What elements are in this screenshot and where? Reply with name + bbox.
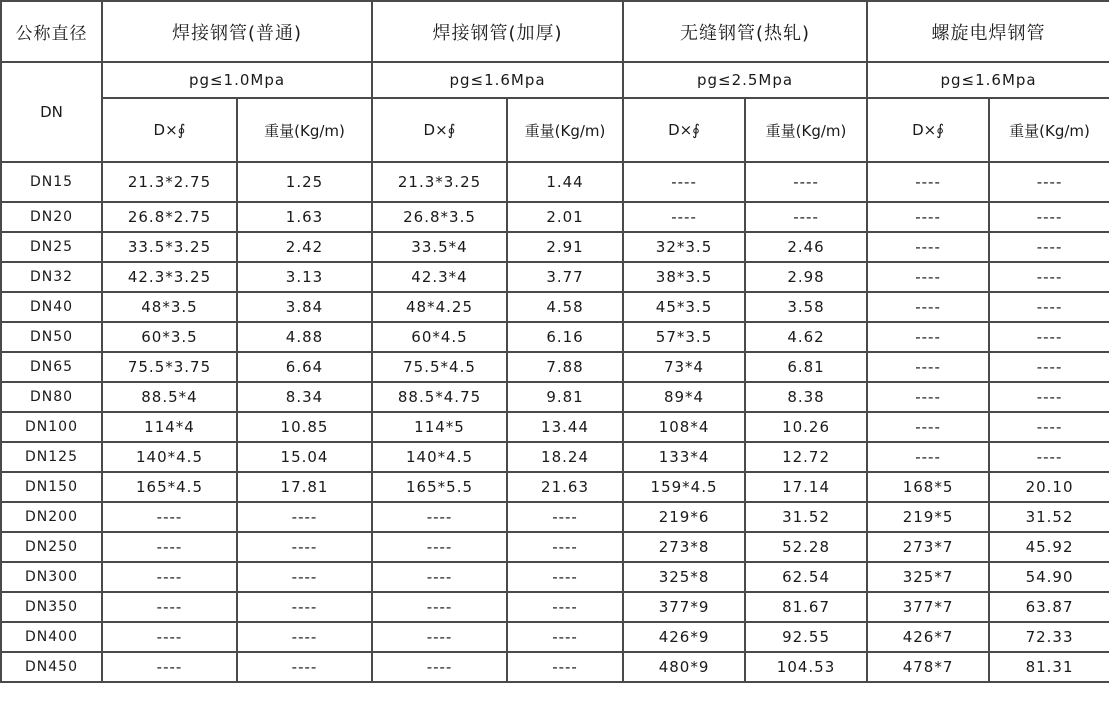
weight-cell: 31.52 — [989, 502, 1109, 532]
dimension-cell: 426*7 — [867, 622, 989, 652]
dimension-cell: 273*8 — [623, 532, 745, 562]
dimension-cell: 426*9 — [623, 622, 745, 652]
weight-cell: 6.81 — [745, 352, 867, 382]
dimension-cell: ---- — [867, 382, 989, 412]
pressure-welded-thick: pg≤1.6Mpa — [372, 62, 623, 98]
table-row — [1, 382, 1109, 412]
weight-cell: 104.53 — [745, 652, 867, 682]
group-title-welded-standard: 焊接钢管(普通) — [102, 1, 372, 62]
dimension-cell: 88.5*4 — [102, 382, 237, 412]
dimension-cell: ---- — [867, 412, 989, 442]
weight-cell: ---- — [507, 592, 623, 622]
dimension-cell: 325*8 — [623, 562, 745, 592]
table-row — [1, 292, 1109, 322]
dimension-cell: ---- — [372, 502, 507, 532]
weight-cell: 81.31 — [989, 652, 1109, 682]
dimension-cell: ---- — [867, 232, 989, 262]
weight-cell: 72.33 — [989, 622, 1109, 652]
dimension-cell: ---- — [623, 202, 745, 232]
dimension-cell: 133*4 — [623, 442, 745, 472]
dimension-cell: 42.3*3.25 — [102, 262, 237, 292]
dimension-cell: ---- — [867, 202, 989, 232]
weight-cell: 20.10 — [989, 472, 1109, 502]
dimension-cell: 32*3.5 — [623, 232, 745, 262]
weight-cell: 18.24 — [507, 442, 623, 472]
dimension-cell: 219*5 — [867, 502, 989, 532]
weight-cell: 3.77 — [507, 262, 623, 292]
dn-header: DN — [1, 62, 102, 162]
weight-cell: 13.44 — [507, 412, 623, 442]
dimension-cell: ---- — [372, 652, 507, 682]
weight-cell: ---- — [989, 322, 1109, 352]
dimension-cell: 45*3.5 — [623, 292, 745, 322]
dimension-cell: 377*7 — [867, 592, 989, 622]
col-weight-header: 重量(Kg/m) — [989, 98, 1109, 162]
dimension-cell: 60*3.5 — [102, 322, 237, 352]
weight-cell: ---- — [989, 352, 1109, 382]
dimension-cell: 21.3*2.75 — [102, 162, 237, 202]
dimension-cell: 140*4.5 — [102, 442, 237, 472]
table-row — [1, 232, 1109, 262]
dimension-cell: 165*4.5 — [102, 472, 237, 502]
dimension-cell: ---- — [102, 562, 237, 592]
weight-cell: 7.88 — [507, 352, 623, 382]
dimension-cell: ---- — [867, 262, 989, 292]
dimension-cell: 33.5*3.25 — [102, 232, 237, 262]
table-row — [1, 622, 1109, 652]
weight-cell: ---- — [507, 622, 623, 652]
weight-cell: 12.72 — [745, 442, 867, 472]
dimension-cell: 42.3*4 — [372, 262, 507, 292]
weight-cell: 21.63 — [507, 472, 623, 502]
dn-cell: DN20 — [1, 202, 102, 232]
subheader-row — [1, 98, 1109, 162]
nominal-diameter-header: 公称直径 — [1, 1, 102, 62]
col-weight-header: 重量(Kg/m) — [237, 98, 372, 162]
dimension-cell: 377*9 — [623, 592, 745, 622]
dn-cell: DN32 — [1, 262, 102, 292]
table-row — [1, 202, 1109, 232]
dimension-cell: ---- — [372, 622, 507, 652]
weight-cell: 10.26 — [745, 412, 867, 442]
table-row — [1, 162, 1109, 202]
group-title-welded-thick: 焊接钢管(加厚) — [372, 1, 623, 62]
table-row — [1, 502, 1109, 532]
dn-cell: DN80 — [1, 382, 102, 412]
weight-cell: 31.52 — [745, 502, 867, 532]
col-dimension-header: D×∮ — [102, 98, 237, 162]
weight-cell: 4.58 — [507, 292, 623, 322]
table-row — [1, 472, 1109, 502]
dimension-cell: ---- — [372, 562, 507, 592]
dn-cell: DN25 — [1, 232, 102, 262]
table-row — [1, 442, 1109, 472]
weight-cell: ---- — [989, 292, 1109, 322]
weight-cell: 62.54 — [745, 562, 867, 592]
pressure-row — [1, 62, 1109, 98]
dimension-cell: 73*4 — [623, 352, 745, 382]
weight-cell: 15.04 — [237, 442, 372, 472]
dimension-cell: ---- — [102, 532, 237, 562]
dimension-cell: 168*5 — [867, 472, 989, 502]
dimension-cell: ---- — [102, 502, 237, 532]
dimension-cell: ---- — [102, 592, 237, 622]
weight-cell: 2.91 — [507, 232, 623, 262]
dimension-cell: 108*4 — [623, 412, 745, 442]
weight-cell: 1.25 — [237, 162, 372, 202]
dimension-cell: 114*4 — [102, 412, 237, 442]
weight-cell: 2.42 — [237, 232, 372, 262]
dimension-cell: 478*7 — [867, 652, 989, 682]
weight-cell: 3.58 — [745, 292, 867, 322]
dimension-cell: 26.8*3.5 — [372, 202, 507, 232]
weight-cell: 2.46 — [745, 232, 867, 262]
weight-cell: 1.63 — [237, 202, 372, 232]
dimension-cell: 21.3*3.25 — [372, 162, 507, 202]
weight-cell: 9.81 — [507, 382, 623, 412]
dn-cell: DN150 — [1, 472, 102, 502]
table-row — [1, 532, 1109, 562]
dn-cell: DN200 — [1, 502, 102, 532]
pressure-seamless: pg≤2.5Mpa — [623, 62, 867, 98]
weight-cell: 6.16 — [507, 322, 623, 352]
weight-cell: 3.84 — [237, 292, 372, 322]
weight-cell: 81.67 — [745, 592, 867, 622]
group-title-seamless: 无缝钢管(热轧) — [623, 1, 867, 62]
dimension-cell: 480*9 — [623, 652, 745, 682]
col-dimension-header: D×∮ — [623, 98, 745, 162]
table-row — [1, 322, 1109, 352]
dimension-cell: 75.5*3.75 — [102, 352, 237, 382]
weight-cell: ---- — [745, 202, 867, 232]
weight-cell: 4.88 — [237, 322, 372, 352]
weight-cell: ---- — [507, 532, 623, 562]
weight-cell: 63.87 — [989, 592, 1109, 622]
weight-cell: 10.85 — [237, 412, 372, 442]
weight-cell: 52.28 — [745, 532, 867, 562]
dimension-cell: 38*3.5 — [623, 262, 745, 292]
dimension-cell: 33.5*4 — [372, 232, 507, 262]
dimension-cell: ---- — [867, 292, 989, 322]
table-row — [1, 412, 1109, 442]
weight-cell: ---- — [507, 562, 623, 592]
table-row — [1, 592, 1109, 622]
weight-cell: ---- — [237, 652, 372, 682]
weight-cell: 8.38 — [745, 382, 867, 412]
weight-cell: 6.64 — [237, 352, 372, 382]
dimension-cell: ---- — [867, 442, 989, 472]
weight-cell: ---- — [989, 162, 1109, 202]
weight-cell: 8.34 — [237, 382, 372, 412]
dimension-cell: ---- — [867, 352, 989, 382]
table-body — [1, 162, 1109, 682]
title-row — [1, 1, 1109, 62]
weight-cell: ---- — [989, 232, 1109, 262]
weight-cell: ---- — [237, 562, 372, 592]
col-dimension-header: D×∮ — [372, 98, 507, 162]
dimension-cell: 219*6 — [623, 502, 745, 532]
weight-cell: 92.55 — [745, 622, 867, 652]
dimension-cell: 48*3.5 — [102, 292, 237, 322]
dn-cell: DN400 — [1, 622, 102, 652]
dimension-cell: 159*4.5 — [623, 472, 745, 502]
dn-cell: DN300 — [1, 562, 102, 592]
dimension-cell: ---- — [623, 162, 745, 202]
table-row — [1, 652, 1109, 682]
weight-cell: 3.13 — [237, 262, 372, 292]
weight-cell: 2.01 — [507, 202, 623, 232]
weight-cell: 2.98 — [745, 262, 867, 292]
weight-cell: 45.92 — [989, 532, 1109, 562]
group-title-spiral: 螺旋电焊钢管 — [867, 1, 1109, 62]
pressure-welded-standard: pg≤1.0Mpa — [102, 62, 372, 98]
weight-cell: ---- — [507, 652, 623, 682]
col-dimension-header: D×∮ — [867, 98, 989, 162]
dn-cell: DN100 — [1, 412, 102, 442]
dn-cell: DN15 — [1, 162, 102, 202]
dimension-cell: 60*4.5 — [372, 322, 507, 352]
weight-cell: ---- — [237, 592, 372, 622]
weight-cell: 4.62 — [745, 322, 867, 352]
weight-cell: ---- — [989, 202, 1109, 232]
dimension-cell: ---- — [372, 532, 507, 562]
col-weight-header: 重量(Kg/m) — [745, 98, 867, 162]
table-row — [1, 262, 1109, 292]
weight-cell: 54.90 — [989, 562, 1109, 592]
weight-cell: ---- — [989, 262, 1109, 292]
weight-cell: 1.44 — [507, 162, 623, 202]
weight-cell: 17.81 — [237, 472, 372, 502]
dimension-cell: ---- — [867, 162, 989, 202]
dimension-cell: 26.8*2.75 — [102, 202, 237, 232]
dimension-cell: ---- — [867, 322, 989, 352]
dn-cell: DN350 — [1, 592, 102, 622]
weight-cell: 17.14 — [745, 472, 867, 502]
col-weight-header: 重量(Kg/m) — [507, 98, 623, 162]
dn-cell: DN450 — [1, 652, 102, 682]
dimension-cell: 273*7 — [867, 532, 989, 562]
weight-cell: ---- — [745, 162, 867, 202]
dimension-cell: 325*7 — [867, 562, 989, 592]
dn-cell: DN50 — [1, 322, 102, 352]
pressure-spiral: pg≤1.6Mpa — [867, 62, 1109, 98]
dimension-cell: 88.5*4.75 — [372, 382, 507, 412]
dimension-cell: 57*3.5 — [623, 322, 745, 352]
weight-cell: ---- — [237, 622, 372, 652]
dn-cell: DN250 — [1, 532, 102, 562]
dn-cell: DN125 — [1, 442, 102, 472]
dimension-cell: 114*5 — [372, 412, 507, 442]
dn-cell: DN40 — [1, 292, 102, 322]
dimension-cell: ---- — [102, 652, 237, 682]
table-row — [1, 352, 1109, 382]
weight-cell: ---- — [989, 412, 1109, 442]
dimension-cell: 48*4.25 — [372, 292, 507, 322]
weight-cell: ---- — [507, 502, 623, 532]
dimension-cell: ---- — [372, 592, 507, 622]
dimension-cell: 75.5*4.5 — [372, 352, 507, 382]
weight-cell: ---- — [237, 532, 372, 562]
dn-cell: DN65 — [1, 352, 102, 382]
table-row — [1, 562, 1109, 592]
weight-cell: ---- — [989, 382, 1109, 412]
dimension-cell: 165*5.5 — [372, 472, 507, 502]
weight-cell: ---- — [237, 502, 372, 532]
dimension-cell: 89*4 — [623, 382, 745, 412]
weight-cell: ---- — [989, 442, 1109, 472]
dimension-cell: 140*4.5 — [372, 442, 507, 472]
dimension-cell: ---- — [102, 622, 237, 652]
